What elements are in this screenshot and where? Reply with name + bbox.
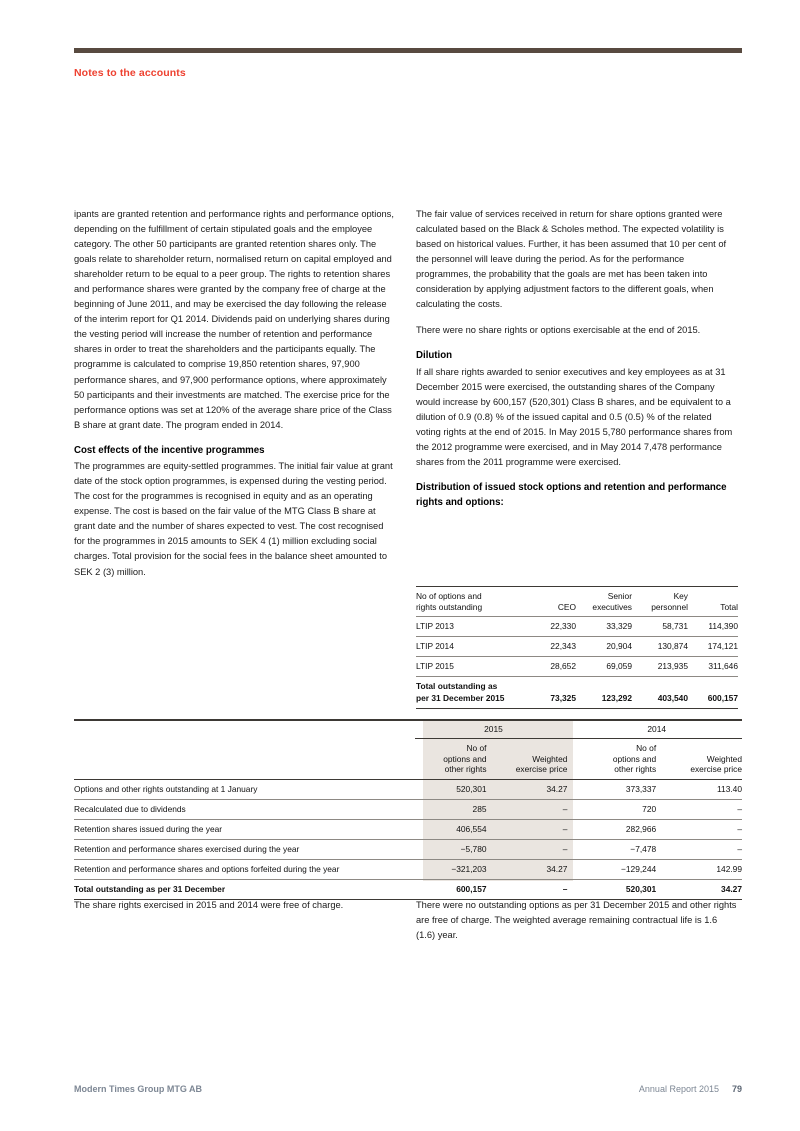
- table-distribution-body: [416, 617, 738, 709]
- cell-total-2015-price: –: [491, 879, 572, 899]
- table-total-row: [416, 677, 738, 709]
- cell-ceo: 22,330: [532, 617, 576, 637]
- cell-label: Recalculated due to dividends: [74, 799, 415, 819]
- header-line-1: Weighted: [706, 753, 742, 764]
- cell-2015-price: 34.27: [491, 779, 572, 799]
- cell-total-ceo: 73,325: [532, 677, 576, 709]
- cell-2015-price: –: [491, 819, 572, 839]
- cell-label: LTIP 2014: [416, 637, 532, 657]
- table-distribution-head: [416, 587, 738, 617]
- footer-company-name: Modern Times Group MTG AB: [74, 1084, 203, 1094]
- cell-ceo: 28,652: [532, 657, 576, 677]
- cell-2014-price: –: [660, 819, 742, 839]
- right-text-column: [416, 207, 738, 511]
- paragraph-no-outstanding-options: There were no outstanding options as per 31 December 2015 and other rights are free of charge. The weighted average remaining contractual life is 1.6 (1.6) year.: [416, 900, 737, 941]
- page-number: 79: [731, 1084, 742, 1094]
- paragraph-no-exercisable: There were no share rights or options exercisable at the end of 2015.: [416, 325, 701, 336]
- paragraph-dilution: If all share rights awarded to senior executives and key employees as at 31 December 2015 were exercised, the outstanding shares of the Company would increase by 600,157 (520,301) Class B shares, and be equivalent to a dilution of 0.9 (0.8) % of the issued capital and 0.5 (0.5) % of the related voting rights at the end of 2015. In May 2015 5,780 performance shares from the 2012 programme were exercised, and in May 2014 7,478 performance shares from the 2011 programme were exercised.: [416, 366, 733, 468]
- cell-senior: 69,059: [576, 657, 632, 677]
- col-header-2014-options: [571, 739, 660, 780]
- cell-total: 311,646: [688, 657, 738, 677]
- header-line-2: options and: [443, 753, 487, 764]
- col-header-total: [688, 587, 738, 617]
- table-row: [416, 657, 738, 677]
- cell-senior: 33,329: [576, 617, 632, 637]
- paragraph-cost-effects: The programmes are equity-settled programmes. The initial fair value at grant date of the stock option programmes, is expensed during the vesting period. The cost for the programmes is recognised in equity and as an operating expense. The cost is based on the fair value of the MTG Class B share at grant date and the number of shares expected to vest. The cost recognised for the programmes in 2015 amounts to SEK 4 (1) million excluding social charges. Total provision for the social fees in the balance sheet amounted to SEK 2 (3) million.: [74, 461, 393, 577]
- bottom-note-right: [416, 898, 738, 954]
- cell-total-2014-options: 520,301: [571, 879, 660, 899]
- cell-2014-price: –: [660, 839, 742, 859]
- table-row: [74, 859, 742, 879]
- header-line-3: other rights: [444, 764, 487, 775]
- cell-total: 174,121: [688, 637, 738, 657]
- header-senior-line-2: executives: [592, 602, 632, 612]
- col-header-rights-outstanding: [416, 587, 532, 617]
- cell-2015-price: –: [491, 839, 572, 859]
- cell-total: 114,390: [688, 617, 738, 637]
- bottom-note-left: [74, 898, 394, 924]
- header-total-label: Total: [720, 602, 738, 612]
- header-senior-line-1: Senior: [607, 591, 632, 601]
- cell-2015-options: −5,780: [415, 839, 490, 859]
- heading-cost-effects: Cost effects of the incentive programmes: [74, 444, 265, 456]
- cell-2014-options: −7,478: [571, 839, 660, 859]
- col-header-2015-options: [415, 739, 490, 780]
- heading-dilution: Dilution: [416, 350, 453, 362]
- table-distribution: [416, 586, 738, 709]
- cell-ceo: 22,343: [532, 637, 576, 657]
- column-header-row: [74, 739, 742, 780]
- year-header-2015: 2015: [484, 724, 503, 734]
- cell-label: LTIP 2015: [416, 657, 532, 677]
- cell-2015-price: 34.27: [491, 859, 572, 879]
- table-row: [416, 617, 738, 637]
- cell-total-key: 403,540: [632, 677, 688, 709]
- cell-label: LTIP 2013: [416, 617, 532, 637]
- header-line-2: exercise price: [690, 764, 742, 775]
- cell-total-label: Total outstanding as per 31 December: [74, 879, 415, 899]
- cell-2014-options: 373,337: [571, 779, 660, 799]
- cell-total-senior: 123,292: [576, 677, 632, 709]
- cell-2015-options: 520,301: [415, 779, 490, 799]
- cell-2014-options: 282,966: [571, 819, 660, 839]
- paragraph-fair-value: The fair value of services received in return for share options granted were calculated based on the Black & Scholes method. The expected volatility is based on historical values. Further, it has been assumed that 10 per cent of the personnel will leave during the period. As for the performance programmes, the probability that the goals are met has been taken into consideration by applying adjustment factors to the different goals, when calculating the costs.: [416, 209, 727, 310]
- table-total-row: [74, 879, 742, 899]
- cell-2014-price: 142.99: [660, 859, 742, 879]
- year-group-row: [74, 721, 742, 739]
- table-row: [74, 839, 742, 859]
- cell-key: 130,874: [632, 637, 688, 657]
- cell-2015-price: –: [491, 799, 572, 819]
- table-row: [416, 637, 738, 657]
- header-rule: [74, 48, 742, 53]
- footer-report-name: Annual Report 2015: [638, 1084, 719, 1094]
- col-header-movement-label: [74, 739, 415, 780]
- cell-senior: 20,904: [576, 637, 632, 657]
- header-line-1: No of: [636, 743, 657, 753]
- cell-key: 58,731: [632, 617, 688, 637]
- footer-right: [639, 1084, 742, 1094]
- col-header-key-personnel: [632, 587, 688, 617]
- cell-label: Retention and performance shares exercised during the year: [74, 839, 415, 859]
- paragraph-share-rights-free: The share rights exercised in 2015 and 2014 were free of charge.: [74, 900, 344, 910]
- col-header-ceo: [532, 587, 576, 617]
- table-movements-body: [74, 779, 742, 899]
- header-line-1: No of: [466, 743, 487, 753]
- heading-distribution: Distribution of issued stock options and retention and performance rights and options:: [416, 482, 727, 508]
- table-row: [74, 819, 742, 839]
- header-key-line-1: Key: [673, 591, 688, 601]
- cell-total-label: [416, 677, 532, 709]
- cell-total-2014-price: 34.27: [660, 879, 742, 899]
- cell-label: Retention shares issued during the year: [74, 819, 415, 839]
- table-row: [74, 779, 742, 799]
- section-title: Notes to the accounts: [74, 67, 186, 79]
- total-label-line-2: per 31 December 2015: [416, 692, 505, 703]
- cell-2014-options: −129,244: [571, 859, 660, 879]
- cell-2014-price: –: [660, 799, 742, 819]
- table-movements-wrapper: [74, 719, 742, 900]
- year-header-2014: 2014: [647, 724, 667, 734]
- header-line-2: options and: [612, 753, 657, 764]
- col-header-2015-weighted-price: [491, 739, 572, 780]
- header-ceo-label: CEO: [557, 602, 576, 612]
- cell-total-2015-options: 600,157: [415, 879, 490, 899]
- left-text-column: [74, 207, 394, 591]
- header-key-line-2: personnel: [651, 602, 688, 612]
- table-row: [74, 799, 742, 819]
- year-row-spacer: [74, 721, 415, 739]
- cell-label: Options and other rights outstanding at 1 January: [74, 779, 415, 799]
- header-line-1: No of options and: [416, 591, 482, 601]
- header-line-2: rights outstanding: [416, 602, 483, 612]
- cell-key: 213,935: [632, 657, 688, 677]
- cell-2014-options: 720: [571, 799, 660, 819]
- header-line-2: exercise price: [515, 764, 568, 775]
- header-line-1: Weighted: [532, 753, 568, 764]
- cell-total-total: 600,157: [688, 677, 738, 709]
- total-label-line-1: Total outstanding as: [416, 681, 498, 691]
- cell-2015-options: 285: [415, 799, 490, 819]
- paragraph-incentive-programme: ipants are granted retention and performance rights and performance options, depending on the fulfillment of certain stipulated goals and the employee category. The other 50 participants are granted retention shares only. The goals relate to shareholder return, normalised return on capital employed and shareholder return to be equal to a peer group. The rights to retention shares and performance shares were granted by the company free of charge at the beginning of June 2011, and may be exercised the day following the release of the interim report for Q1 2014. Dividends paid on underlying shares during the vesting period will increase the number of retention and performance shares in order to treat the shareholders and the participants equally. The programme is calculated to comprise 19,850 retention shares, 97,900 performance shares, and 97,900 performance options, where approximately 50 participants and their investments are matched. The exercise price for the performance options was set at 120% of the average share price of the Class B share at grant date. The program ended in 2014.: [74, 209, 394, 430]
- table-movements: [74, 719, 742, 900]
- col-header-senior-executives: [576, 587, 632, 617]
- cell-2014-price: 113.40: [660, 779, 742, 799]
- cell-2015-options: 406,554: [415, 819, 490, 839]
- cell-label: Retention and performance shares and options forfeited during the year: [74, 859, 415, 879]
- header-line-3: other rights: [614, 764, 657, 775]
- col-header-2014-weighted-price: [660, 739, 742, 780]
- table-movements-head: [74, 719, 742, 779]
- table-header-row: [416, 587, 738, 617]
- cell-2015-options: −321,203: [415, 859, 490, 879]
